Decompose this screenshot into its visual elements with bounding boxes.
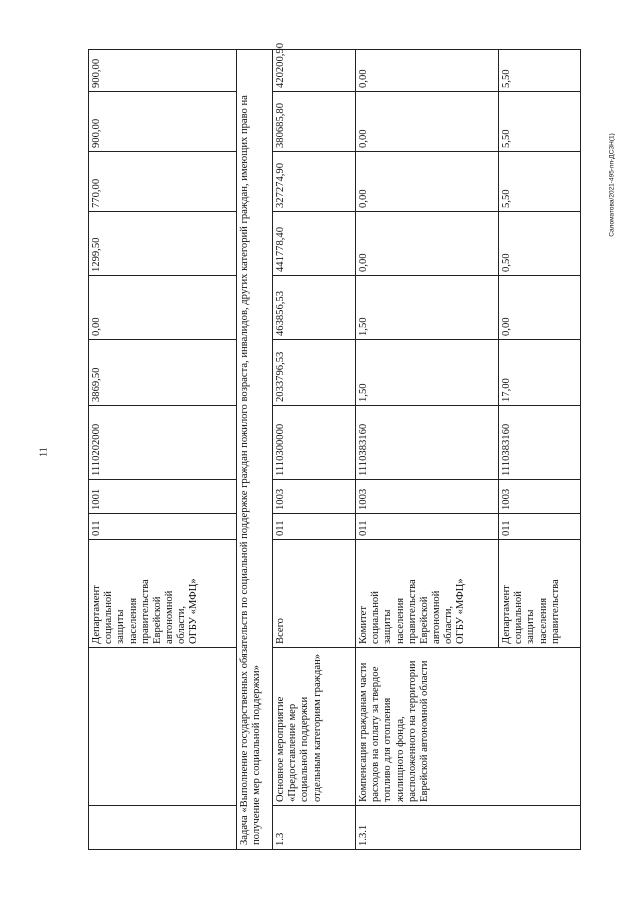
document-footer-id: Саломатова/2021-495-пп-ДСЗН(1) bbox=[608, 133, 616, 237]
row-executor: Департамент социальной защиты населения правительства Еврейской автономной области, ОГБУ «МФЦ» bbox=[89, 540, 237, 648]
row-csr: 1110383160 bbox=[356, 406, 499, 480]
row-value-year-5: 420200,90 bbox=[273, 50, 356, 92]
row-value-year-1: 1,50 bbox=[356, 276, 499, 340]
page-number: 11 bbox=[38, 447, 50, 457]
row-value-year-2: 1299,50 bbox=[89, 212, 237, 276]
row-executor: Департамент социальной защиты населения правительства bbox=[499, 540, 581, 648]
row-value-year-5: 900,00 bbox=[89, 50, 237, 92]
row-rzpr: 1003 bbox=[499, 480, 581, 514]
row-value-year-2: 0,50 bbox=[499, 212, 581, 276]
row-value-year-3: 5,50 bbox=[499, 152, 581, 212]
row-rzpr: 1003 bbox=[356, 480, 499, 514]
table-row bbox=[89, 50, 237, 850]
row-value-year-4: 380685,80 bbox=[273, 92, 356, 152]
row-grbs: 011 bbox=[499, 514, 581, 540]
row-value-year-1: 0,00 bbox=[499, 276, 581, 340]
table-row-task bbox=[237, 50, 273, 850]
row-executor: Всего bbox=[273, 540, 356, 648]
row-value-total: 3869,50 bbox=[89, 340, 237, 406]
row-executor: Комитет социальной защиты населения правительства Еврейской автономной области, ОГБУ «МФЦ» bbox=[356, 540, 499, 648]
row-value-year-4: 5,50 bbox=[499, 92, 581, 152]
row-value-total: 2033796,53 bbox=[273, 340, 356, 406]
row-value-total: 1,50 bbox=[356, 340, 499, 406]
row-value-year-2: 441778,40 bbox=[273, 212, 356, 276]
row-code: 1.3.1 bbox=[356, 806, 581, 850]
row-value-year-1: 0,00 bbox=[89, 276, 237, 340]
rotated-table-container bbox=[88, 42, 588, 850]
row-grbs: 011 bbox=[356, 514, 499, 540]
row-value-year-5: 0,00 bbox=[356, 50, 499, 92]
row-value-year-2: 0,00 bbox=[356, 212, 499, 276]
task-heading: Задача «Выполнение государственных обязательств по социальной поддержке граждан пожилого возраста, инвалидов, других категорий граждан, имеющих право на получение мер социальной поддержки» bbox=[237, 50, 273, 850]
row-value-year-3: 0,00 bbox=[356, 152, 499, 212]
row-grbs: 011 bbox=[89, 514, 237, 540]
row-grbs: 011 bbox=[273, 514, 356, 540]
row-rzpr: 1003 bbox=[273, 480, 356, 514]
table-row bbox=[356, 50, 499, 850]
row-value-total: 17,00 bbox=[499, 340, 581, 406]
row-value-year-4: 900,00 bbox=[89, 92, 237, 152]
row-value-year-4: 0,00 bbox=[356, 92, 499, 152]
table-row bbox=[273, 50, 356, 850]
row-csr: 1110383160 bbox=[499, 406, 581, 480]
row-name: Основное мероприятие «Предоставление мер социальной поддержки отдельным категориям граждан» bbox=[273, 648, 356, 806]
row-name: Компенсация гражданам части расходов на оплату за твердое топливо для отопления жилищного фонда, расположенного на территории Еврейской автономной области bbox=[356, 648, 581, 806]
row-value-year-3: 327274,90 bbox=[273, 152, 356, 212]
row-csr: 1110300000 bbox=[273, 406, 356, 480]
row-code: 1.3 bbox=[273, 806, 356, 850]
row-value-year-1: 463856,53 bbox=[273, 276, 356, 340]
row-code bbox=[89, 806, 237, 850]
row-value-year-5: 5,50 bbox=[499, 50, 581, 92]
row-value-year-3: 770,00 bbox=[89, 152, 237, 212]
budget-table bbox=[88, 42, 581, 850]
row-rzpr: 1001 bbox=[89, 480, 237, 514]
row-csr: 1110202000 bbox=[89, 406, 237, 480]
row-name bbox=[89, 648, 237, 806]
